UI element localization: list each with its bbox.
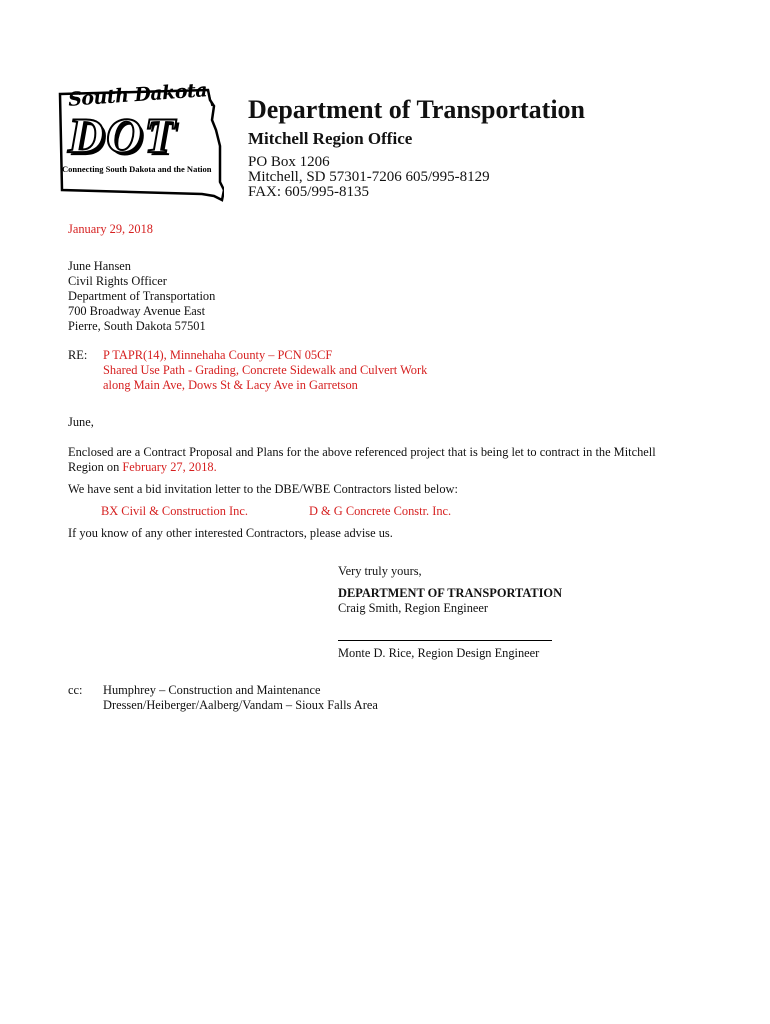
paragraph-1-line-2	[68, 460, 217, 475]
paragraph-3: If you know of any other interested Contractors, please advise us.	[68, 526, 393, 540]
logo-dot-letters: DOT	[68, 107, 177, 163]
closing: Very truly yours,	[338, 564, 422, 578]
recipient-line: Civil Rights Officer	[68, 274, 167, 288]
signature-organization: DEPARTMENT OF TRANSPORTATION	[338, 586, 563, 600]
recipient-line: Pierre, South Dakota 57501	[68, 319, 206, 333]
region-office-title: Mitchell Region Office	[248, 129, 413, 148]
signature-line	[338, 640, 552, 641]
cc-line: Humphrey – Construction and Maintenance	[103, 683, 321, 697]
contractor-item: BX Civil & Construction Inc.	[101, 504, 248, 518]
paragraph-1-line-1: Enclosed are a Contract Proposal and Plans for the above referenced project that is being let to contract in the Mitchell	[68, 445, 656, 459]
cc-label: cc:	[68, 683, 83, 697]
re-line: along Main Ave, Dows St & Lacy Ave in Garretson	[103, 378, 358, 392]
letter-date: January 29, 2018	[68, 222, 153, 236]
paragraph-1-prefix: Region on	[68, 460, 123, 474]
re-line: P TAPR(14), Minnehaha County – PCN 05CF	[103, 348, 333, 362]
logo-tagline: Connecting South Dakota and the Nation	[62, 164, 212, 174]
sd-dot-logo	[58, 79, 224, 202]
logo-state-script: South Dakota	[67, 79, 208, 111]
re-label: RE:	[68, 348, 88, 362]
recipient-line: Department of Transportation	[68, 289, 216, 303]
contractor-item: D & G Concrete Constr. Inc.	[309, 504, 452, 518]
recipient-line: 700 Broadway Avenue East	[68, 304, 206, 318]
paragraph-2: We have sent a bid invitation letter to the DBE/WBE Contractors listed below:	[68, 482, 458, 496]
letting-date: February 27, 2018.	[122, 460, 217, 474]
signature-name-1: Craig Smith, Region Engineer	[338, 601, 489, 615]
recipient-line: June Hansen	[68, 259, 131, 273]
cc-line: Dressen/Heiberger/Aalberg/Vandam – Sioux Falls Area	[103, 698, 378, 712]
address-line-2: Mitchell, SD 57301-7206 605/995-8129	[248, 169, 490, 185]
re-line: Shared Use Path - Grading, Concrete Sidewalk and Culvert Work	[103, 363, 428, 377]
address-line-1: PO Box 1206	[248, 154, 330, 170]
department-title: Department of Transportation	[248, 95, 586, 124]
salutation: June,	[68, 415, 94, 429]
signature-name-2: Monte D. Rice, Region Design Engineer	[338, 646, 540, 660]
address-line-3: FAX: 605/995-8135	[248, 184, 369, 200]
